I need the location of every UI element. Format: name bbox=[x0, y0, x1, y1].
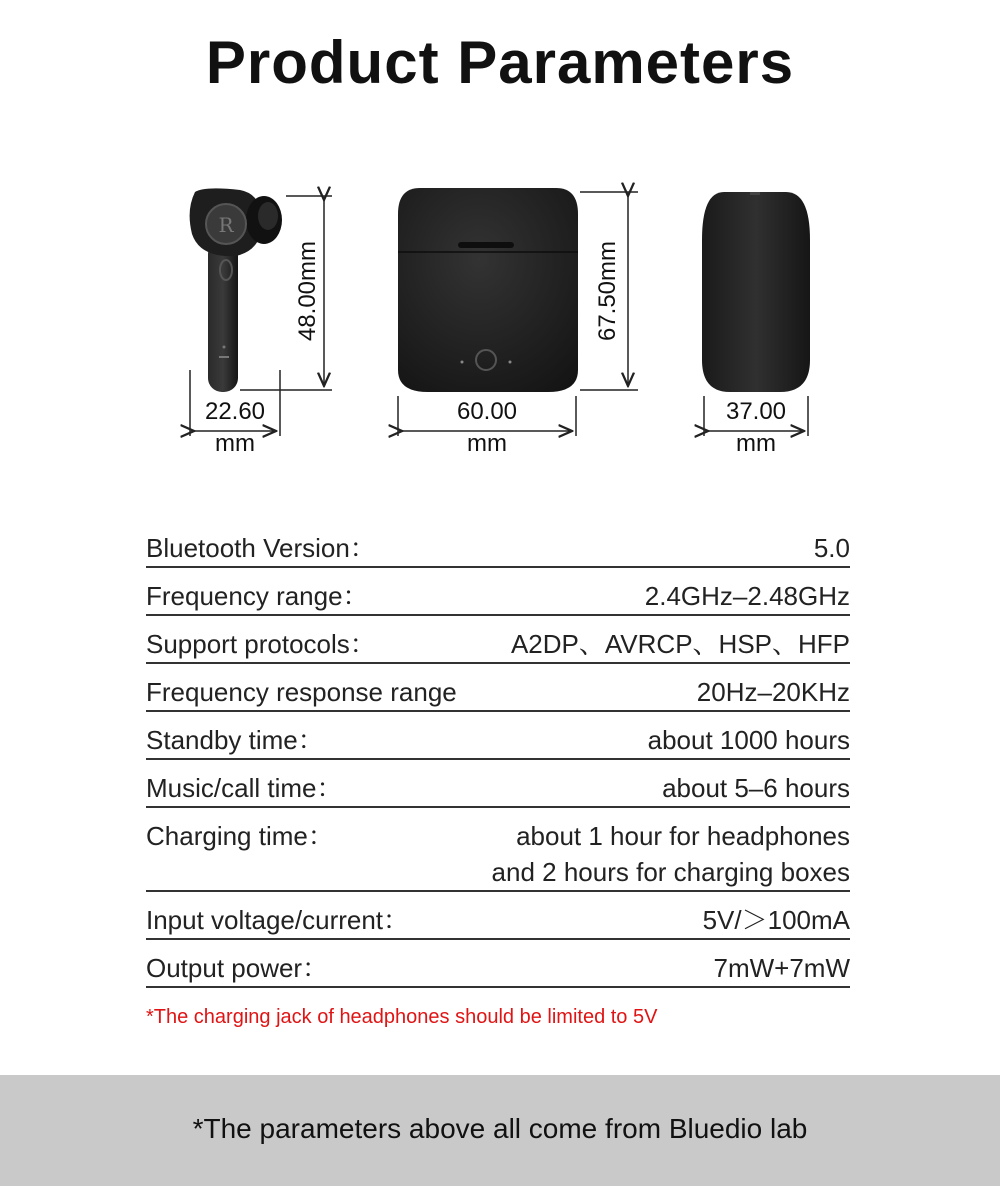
spec-label: Support protocols： bbox=[146, 629, 376, 659]
spec-row bbox=[146, 626, 850, 664]
spec-value: about 1000 hours bbox=[647, 725, 850, 755]
case-side-width-value: 37.00 bbox=[725, 398, 787, 425]
svg-text:R: R bbox=[218, 213, 234, 237]
spec-row bbox=[146, 950, 850, 988]
spec-value: 5V/＞100mA bbox=[702, 905, 850, 935]
case-height-label: 67.50mm bbox=[594, 240, 621, 342]
page-title: Product Parameters bbox=[205, 29, 795, 96]
spec-label: Music/call time： bbox=[146, 773, 343, 803]
spec-value bbox=[492, 818, 850, 890]
case-width-value: 60.00 bbox=[456, 398, 518, 425]
spec-value: 20Hz–20KHz bbox=[696, 677, 850, 707]
spec-row bbox=[146, 722, 850, 760]
spec-row bbox=[146, 674, 850, 712]
spec-row bbox=[146, 530, 850, 568]
spec-value: 5.0 bbox=[813, 533, 850, 563]
spec-row bbox=[146, 578, 850, 616]
spec-value: 2.4GHz–2.48GHz bbox=[644, 581, 850, 611]
spec-label: Charging time： bbox=[146, 821, 334, 851]
charging-note: *The charging jack of headphones should be limited to 5V bbox=[146, 1006, 658, 1028]
case-front-image bbox=[398, 188, 578, 392]
spec-row bbox=[146, 818, 850, 892]
spec-label: Standby time： bbox=[146, 725, 324, 755]
footer-text: *The parameters above all come from Bluedio lab bbox=[192, 1113, 808, 1144]
case-width-unit: mm bbox=[467, 430, 507, 457]
spec-label: Output power： bbox=[146, 953, 329, 983]
spec-label: Bluetooth Version： bbox=[146, 533, 376, 563]
case-side-image bbox=[702, 192, 810, 392]
spec-table bbox=[146, 530, 850, 998]
spec-label: Frequency range： bbox=[146, 581, 369, 611]
spec-value: A2DP、AVRCP、HSP、HFP bbox=[510, 629, 850, 659]
dimension-figure bbox=[0, 170, 1000, 470]
earbud-image bbox=[190, 188, 282, 392]
spec-value: 7mW+7mW bbox=[713, 953, 850, 983]
spec-value: about 5–6 hours bbox=[662, 773, 850, 803]
earbud-height-label: 48.00mm bbox=[294, 240, 321, 342]
spec-value-line: and 2 hours for charging boxes bbox=[491, 857, 850, 887]
earbud-width-unit: mm bbox=[215, 430, 255, 457]
case-side-width-unit: mm bbox=[736, 430, 776, 457]
footer-band bbox=[0, 1075, 1000, 1186]
spec-label: Frequency response range bbox=[146, 677, 457, 707]
spec-row bbox=[146, 902, 850, 940]
spec-row bbox=[146, 770, 850, 808]
earbud-width-value: 22.60 bbox=[204, 398, 266, 425]
spec-label: Input voltage/current： bbox=[146, 905, 410, 935]
spec-value-line: about 1 hour for headphones bbox=[516, 821, 850, 851]
